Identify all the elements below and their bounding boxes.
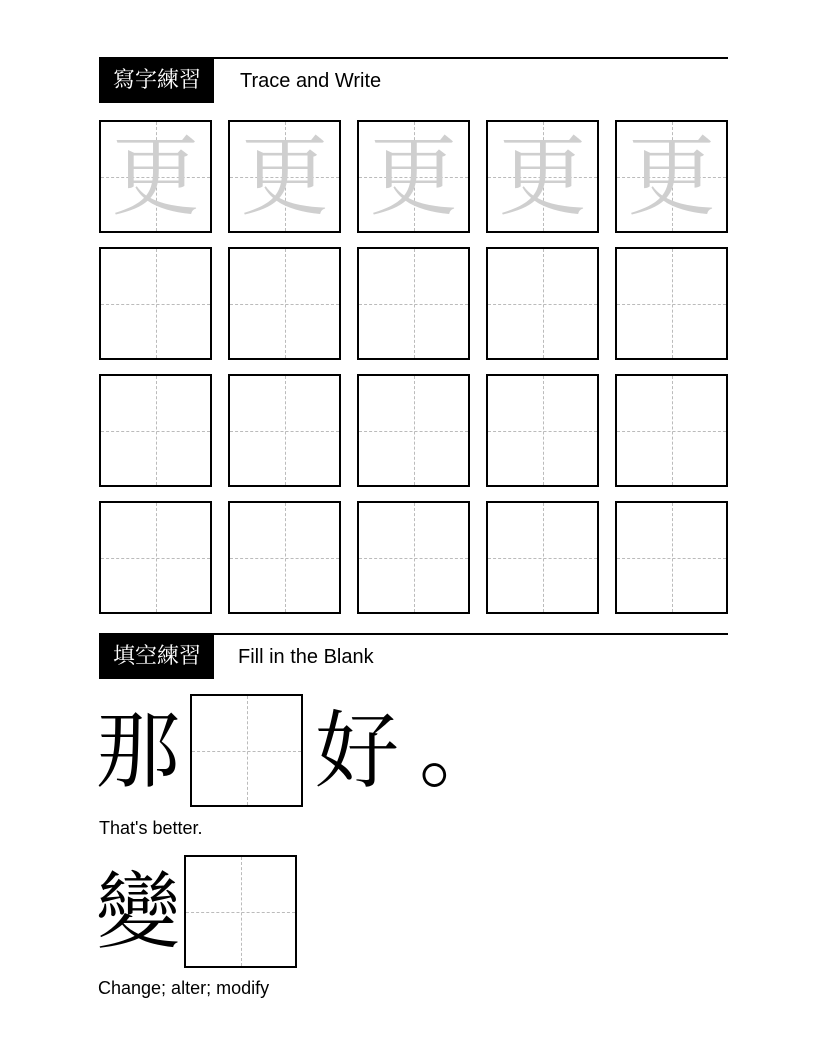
write-cell[interactable] [99, 247, 212, 360]
write-cell[interactable] [486, 501, 599, 614]
exercise-2 [96, 855, 297, 968]
write-cell[interactable] [357, 374, 470, 487]
write-cell[interactable] [228, 501, 341, 614]
trace-section-header [99, 57, 728, 103]
write-cell[interactable] [99, 374, 212, 487]
trace-character: 更 [111, 124, 200, 228]
write-cell[interactable] [615, 374, 728, 487]
write-cell[interactable] [486, 247, 599, 360]
write-row [99, 247, 729, 360]
write-cell[interactable] [615, 501, 728, 614]
exercise-2-blank-cell[interactable] [184, 855, 297, 968]
trace-section-title: Trace and Write [240, 70, 382, 92]
exercise-1-after-char: 好 [315, 701, 400, 800]
trace-character: 更 [627, 124, 716, 228]
practice-grid [99, 120, 729, 628]
write-row [99, 501, 729, 614]
trace-character: 更 [240, 124, 329, 228]
write-cell[interactable] [357, 501, 470, 614]
write-cell[interactable] [228, 374, 341, 487]
trace-character: 更 [369, 124, 458, 228]
trace-cell[interactable] [228, 120, 341, 233]
exercise-1-before-char: 那 [96, 701, 181, 800]
write-cell[interactable] [228, 247, 341, 360]
write-cell[interactable] [99, 501, 212, 614]
blank-section-title: Fill in the Blank [238, 646, 374, 668]
trace-cell[interactable] [357, 120, 470, 233]
exercise-2-before-char: 變 [96, 862, 181, 961]
trace-cell[interactable] [615, 120, 728, 233]
exercise-1-punctuation: 。 [419, 701, 504, 800]
exercise-2-translation: Change; alter; modify [98, 978, 270, 998]
trace-section-tag: 寫字練習 [99, 59, 214, 103]
trace-cell[interactable] [486, 120, 599, 233]
trace-character: 更 [498, 124, 587, 228]
blank-section-tag: 填空練習 [99, 635, 214, 679]
blank-section-header [99, 633, 728, 679]
write-row [99, 374, 729, 487]
exercise-1-translation: That's better. [99, 818, 203, 838]
exercise-1-blank-cell[interactable] [190, 694, 303, 807]
trace-row [99, 120, 729, 233]
write-cell[interactable] [486, 374, 599, 487]
exercise-1 [96, 694, 503, 807]
write-cell[interactable] [357, 247, 470, 360]
write-cell[interactable] [615, 247, 728, 360]
trace-cell[interactable] [99, 120, 212, 233]
